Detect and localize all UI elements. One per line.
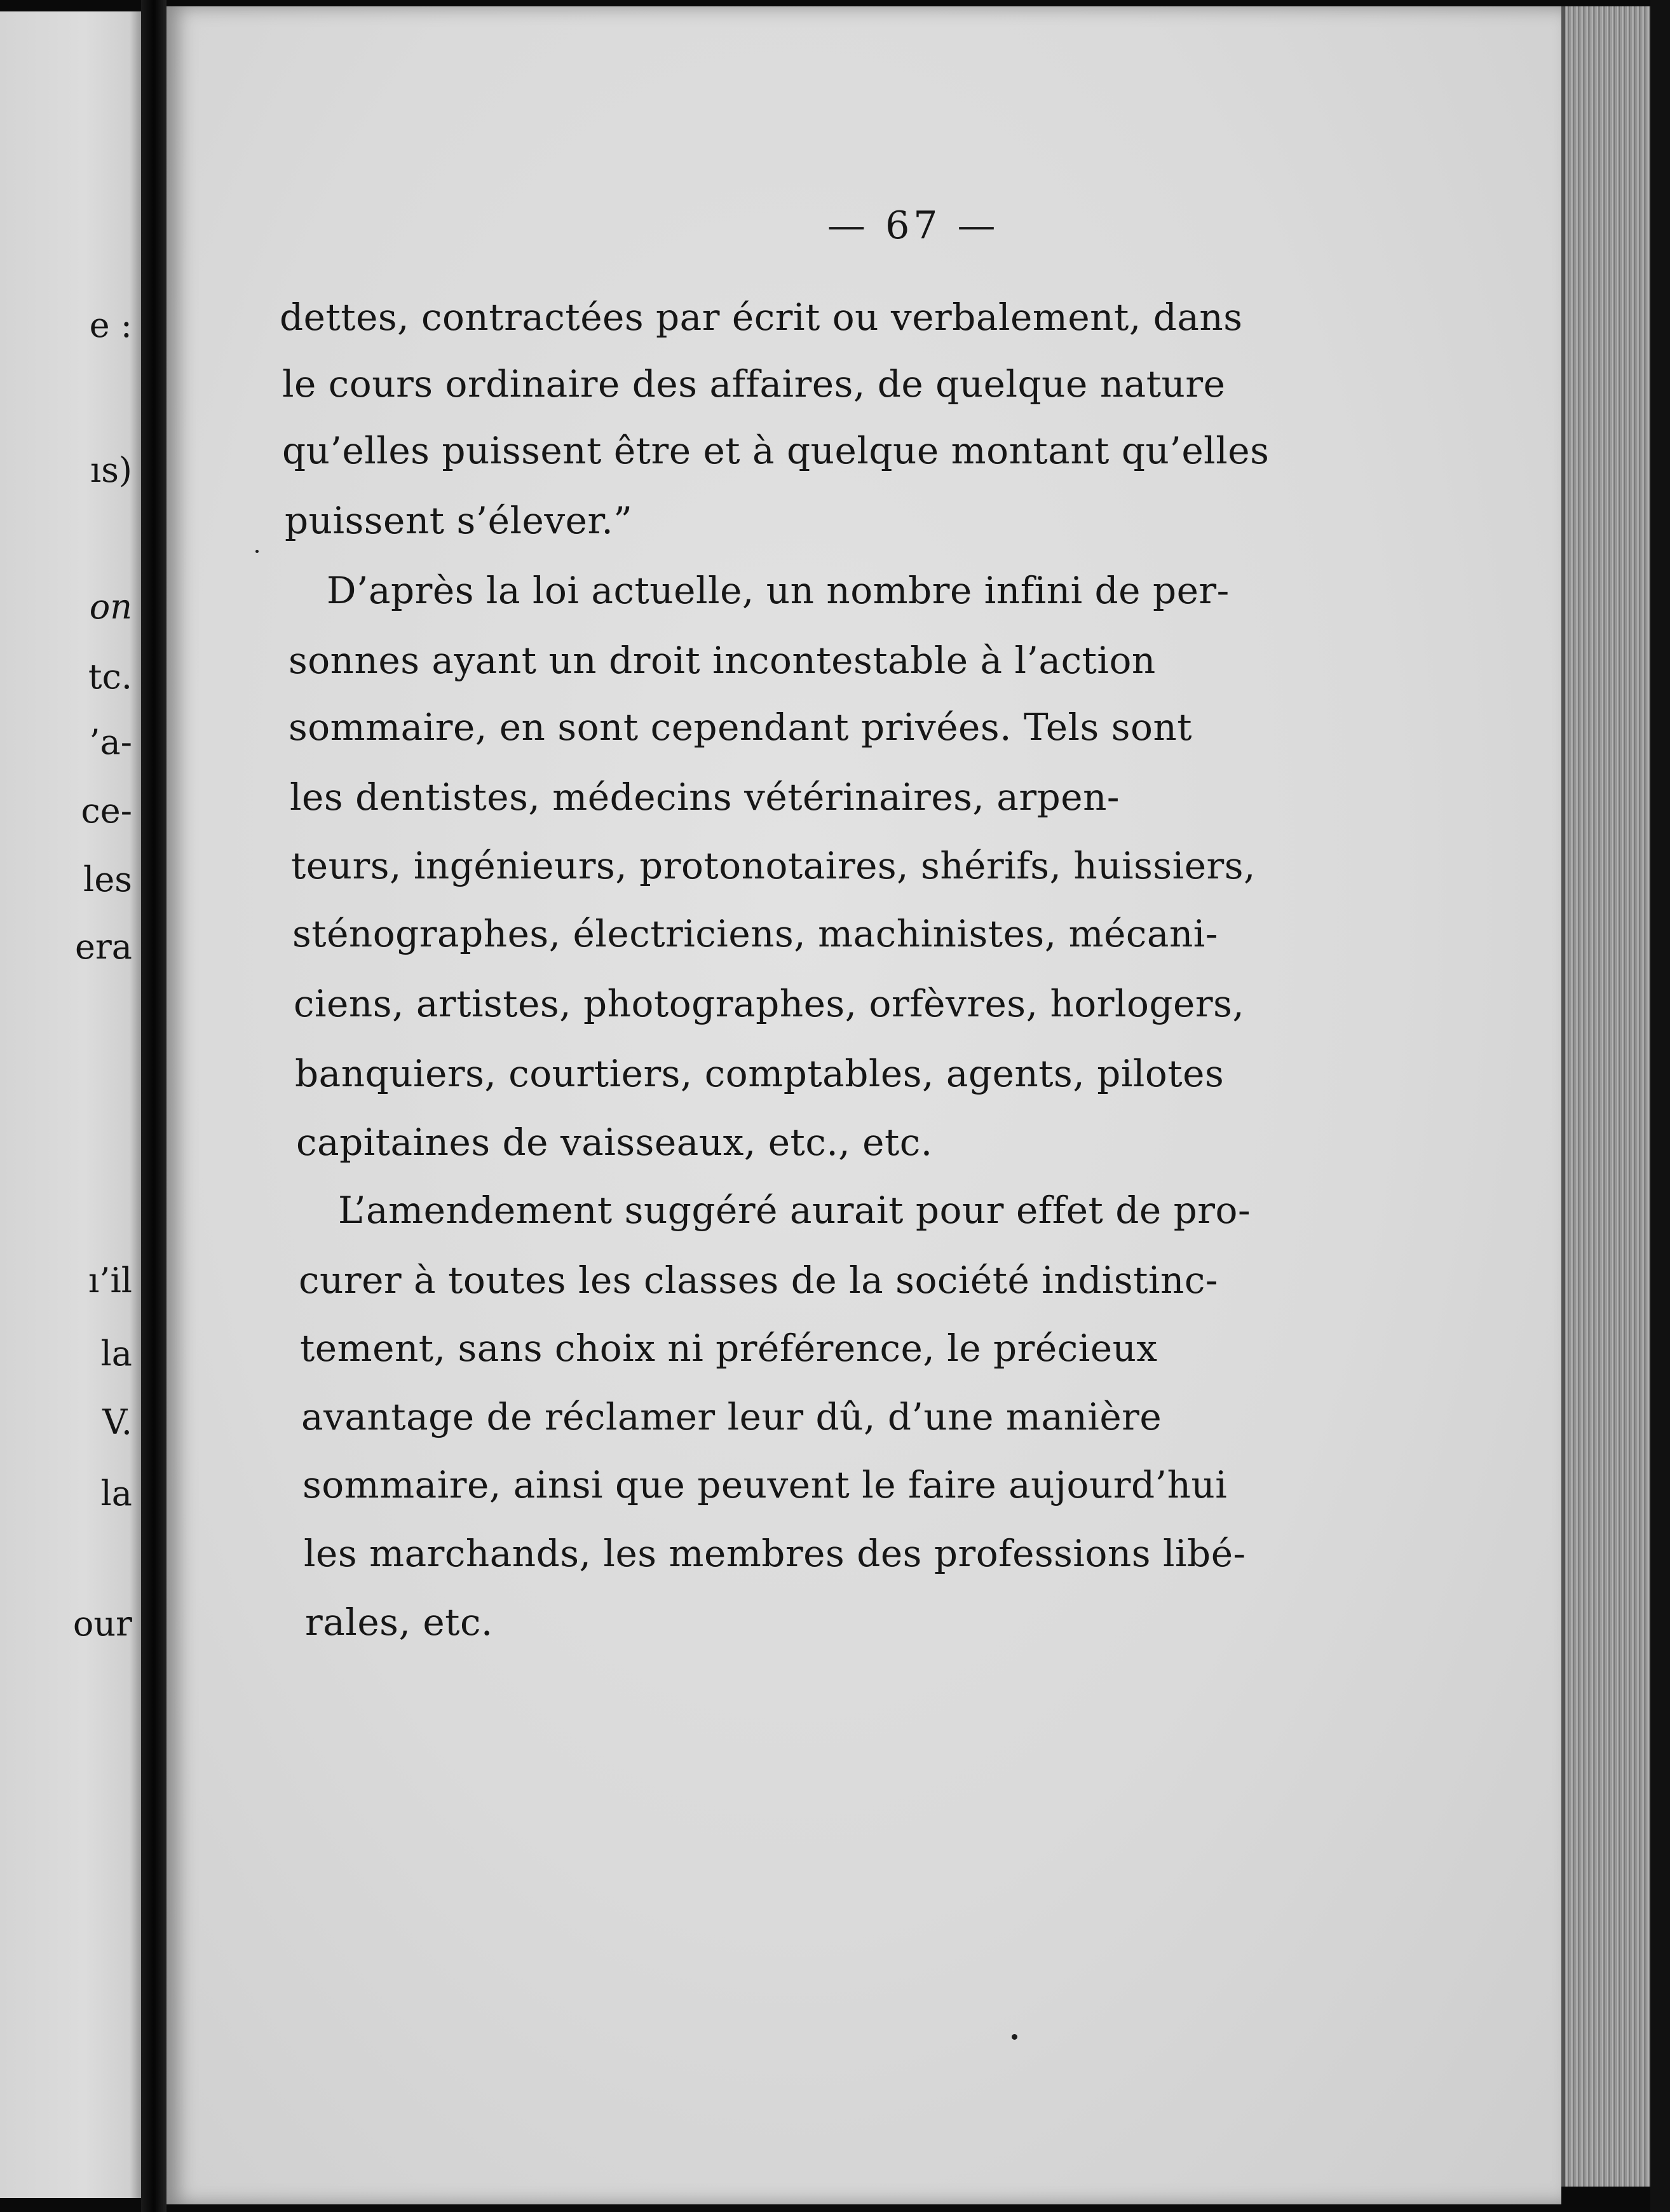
body-line: les marchands, les membres des professions libé- bbox=[304, 1532, 1246, 1575]
left-line-fragment: e : bbox=[89, 305, 132, 345]
scan-border bbox=[1650, 0, 1670, 2212]
left-line-fragment: la bbox=[100, 1334, 132, 1374]
page-67 bbox=[166, 6, 1561, 2204]
body-line: curer à toutes les classes de la société indistinc- bbox=[299, 1259, 1218, 1302]
body-line: L’amendement suggéré aurait pour effet de pro- bbox=[338, 1189, 1251, 1232]
page-stack-edges bbox=[1561, 6, 1654, 2187]
body-line: sommaire, en sont cependant privées. Tels sont bbox=[289, 706, 1193, 749]
left-line-fragment: ıs) bbox=[90, 450, 132, 490]
body-line: les dentistes, médecins vétérinaires, arpen- bbox=[290, 775, 1120, 819]
page-number: — 67 — bbox=[827, 203, 1000, 248]
left-line-fragment: ’a- bbox=[89, 722, 132, 762]
body-line: tement, sans choix ni préférence, le précieux bbox=[300, 1327, 1158, 1370]
body-line: dettes, contractées par écrit ou verbalement, dans bbox=[280, 296, 1243, 339]
body-line: qu’elles puissent être et à quelque montant qu’elles bbox=[282, 429, 1270, 472]
body-line: rales, etc. bbox=[305, 1601, 493, 1644]
body-line: banquiers, courtiers, comptables, agents, pilotes bbox=[295, 1052, 1225, 1095]
body-line: avantage de réclamer leur dû, d’une manière bbox=[301, 1395, 1162, 1438]
body-line: sommaire, ainsi que peuvent le faire aujourd’hui bbox=[302, 1463, 1228, 1506]
left-line-fragment: our bbox=[72, 1604, 132, 1644]
left-line-fragment: V. bbox=[102, 1402, 132, 1442]
left-line-fragment: ce- bbox=[81, 791, 132, 831]
left-line-fragment: les bbox=[83, 859, 132, 899]
left-line-fragment: era bbox=[75, 927, 132, 967]
body-line: le cours ordinaire des affaires, de quelque nature bbox=[282, 362, 1226, 406]
body-line: ciens, artistes, photographes, orfèvres, horlogers, bbox=[294, 982, 1245, 1025]
left-line-fragment: la bbox=[100, 1473, 132, 1513]
ink-speck bbox=[1012, 2034, 1017, 2040]
body-line: sonnes ayant un droit incontestable à l’action bbox=[289, 639, 1156, 682]
left-line-fragment: on bbox=[89, 587, 132, 627]
ink-speck bbox=[255, 550, 259, 553]
body-line: capitaines de vaisseaux, etc., etc. bbox=[296, 1121, 933, 1164]
body-line: D’après la loi actuelle, un nombre infini de per- bbox=[327, 569, 1230, 612]
body-line: sténographes, électriciens, machinistes, mécani- bbox=[292, 912, 1218, 955]
book-gutter bbox=[141, 0, 166, 2212]
body-line: puissent s’élever.” bbox=[285, 499, 633, 542]
left-line-fragment: ı’il bbox=[88, 1260, 132, 1301]
previous-page-fragment bbox=[0, 11, 141, 2198]
body-line: teurs, ingénieurs, protonotaires, shérifs, huissiers, bbox=[291, 844, 1256, 887]
left-line-fragment: tc. bbox=[88, 657, 132, 697]
